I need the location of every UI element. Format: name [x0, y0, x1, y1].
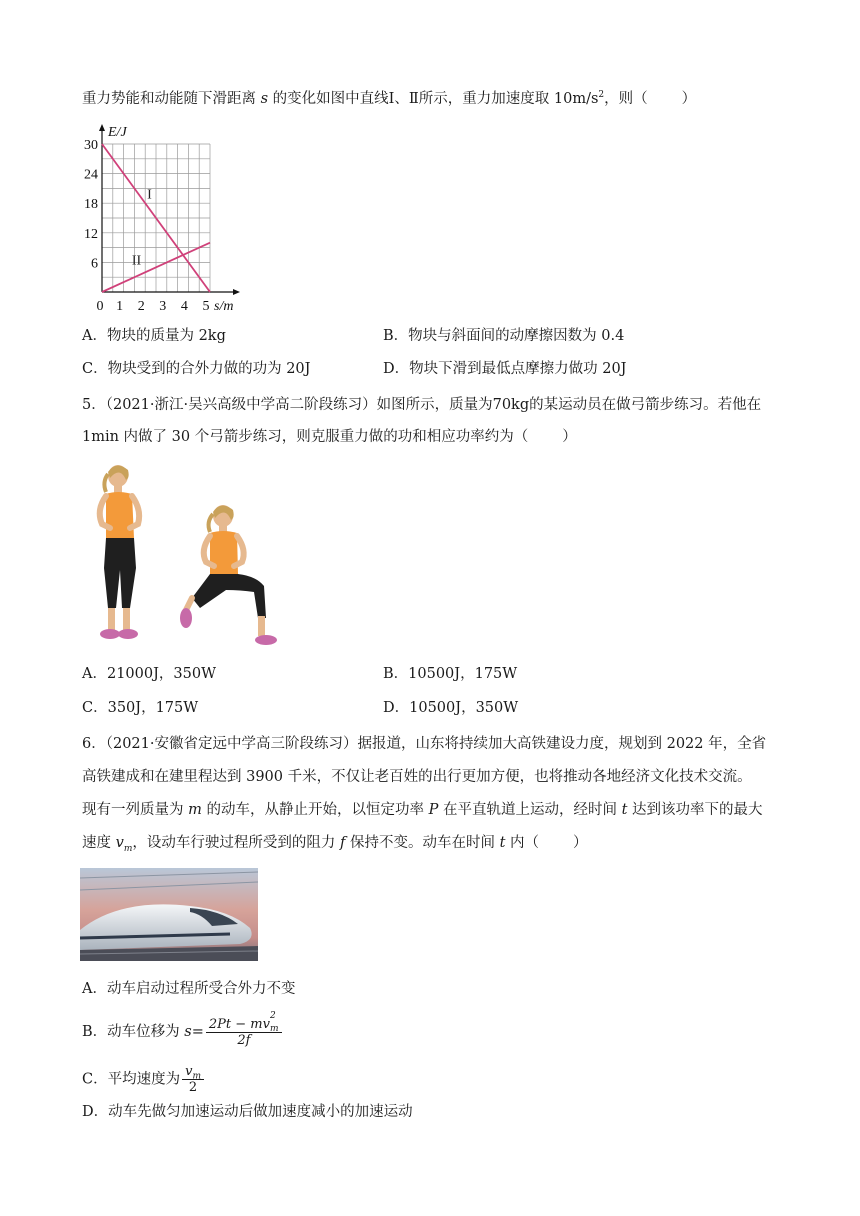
q4-option-b[interactable]: B．物块与斜面间的动摩擦因数为 0.4 [383, 328, 625, 344]
q5-stem-line2-text: 1min 内做了 30 个弓箭步练习，则克服重力做的功和相应功率约为（ [82, 429, 529, 445]
y-tick-label: 18 [84, 197, 98, 213]
y-tick-label: 12 [84, 226, 98, 242]
q6-line4-var-v: v [115, 835, 124, 851]
q5-stem-line2-end: ） [562, 429, 577, 445]
q6-stem-line4 [82, 833, 588, 853]
energy-distance-chart [78, 122, 258, 314]
bullet-train-image [80, 868, 258, 961]
q6-option-b-equals: = [191, 1024, 204, 1040]
q6-line3-var-p: P [428, 802, 439, 818]
q6-option-b-numerator-text: 2Pt − mv [208, 1017, 270, 1032]
q6-line4-var-t: t [499, 835, 506, 851]
q6-option-b-label: B．动车位移为 [82, 1024, 185, 1040]
q4-stem-text-a: 重力势能和动能随下滑距离 [82, 91, 261, 107]
x-tick-label: 5 [202, 299, 210, 314]
q6-line4-var-v-sub: m [123, 843, 133, 854]
q4-stem-text-b: 的变化如图中直线Ⅰ、Ⅱ所示，重力加速度取 10m/s [268, 91, 599, 107]
q6-option-b-numerator-sup: 2 [269, 1011, 276, 1021]
q6-line3-text-b: 的动车，从静止开始，以恒定功率 [201, 802, 429, 818]
q5-option-d[interactable]: D．10500J，350W [383, 700, 519, 716]
y-tick-label: 24 [84, 167, 98, 183]
x-tick-label: 2 [137, 299, 145, 314]
q6-option-b-var-s: s [184, 1024, 192, 1040]
q5-stem-line1: 5．（2021·浙江·吴兴高级中学高二阶段练习）如图所示，质量为70kg的某运动员在做弓箭步练习。若他在 [82, 397, 762, 413]
x-axis-label: s/m [214, 299, 234, 314]
lunging-athlete-figure [180, 505, 277, 645]
q6-option-c[interactable] [82, 1064, 206, 1095]
x-axis-arrow [233, 289, 240, 295]
q4-stem-end: ） [681, 91, 697, 107]
q6-option-b-denominator: 2f [237, 1033, 251, 1048]
q5-stem-line2 [82, 427, 577, 447]
q5-option-a[interactable]: A．21000J，350W [82, 666, 216, 682]
q6-line3-text-c: 在平直轨道上运动，经时间 [438, 802, 622, 818]
q6-option-d[interactable]: D．动车先做匀加速运动后做加速度减小的加速运动 [82, 1104, 413, 1120]
q6-option-a[interactable]: A．动车启动过程所受合外力不变 [82, 981, 296, 997]
q6-line4-text-a: 速度 [82, 835, 116, 851]
q6-option-b[interactable] [82, 1011, 284, 1048]
y-tick-label: 30 [84, 138, 98, 153]
x-tick-label: 1 [116, 299, 124, 314]
series-label-ii: II [131, 253, 142, 269]
q6-option-c-numerator-sub: m [192, 1071, 202, 1082]
q6-option-c-numerator [182, 1064, 204, 1080]
x-tick-label: 0 [96, 299, 104, 314]
series-label-i: I [147, 187, 152, 203]
q6-option-b-fraction [206, 1011, 282, 1048]
q6-stem-line1: 6．（2021·安徽省定远中学高三阶段练习）据报道，山东将持续加大高铁建设力度，规划到 2022 年，全省 [82, 736, 767, 752]
q6-line3-var-m: m [188, 802, 202, 818]
q6-line4-var-f: f [339, 835, 346, 851]
q4-option-a[interactable]: A．物块的质量为 2kg [82, 328, 226, 344]
q6-option-c-denominator: 2 [188, 1080, 198, 1095]
x-tick-label: 3 [159, 299, 167, 314]
q6-option-c-label: C．平均速度为 [82, 1071, 181, 1088]
q6-line3-text-d: 达到该功率下的最大 [627, 802, 763, 818]
q6-option-c-fraction [182, 1064, 204, 1095]
q5-option-c[interactable]: C．350J，175W [82, 700, 199, 716]
q5-option-b[interactable]: B．10500J，175W [383, 666, 518, 682]
q6-option-b-numerator-sub: m [269, 1024, 279, 1034]
q6-line4-text-c: 保持不变。动车在时间 [345, 835, 500, 851]
q4-stem-sup: 2 [598, 90, 605, 101]
standing-athlete-figure [100, 465, 139, 639]
q6-stem-line3 [82, 800, 763, 820]
q4-option-d[interactable]: D．物块下滑到最低点摩擦力做功 20J [383, 361, 627, 377]
q6-option-c-numerator-v: v [185, 1064, 193, 1079]
q6-option-b-numerator [206, 1011, 282, 1034]
q6-line3-var-t: t [621, 802, 628, 818]
q4-stem [82, 89, 696, 109]
q6-stem-line2: 高铁建成和在建里程达到 3900 千米，不仅让老百姓的出行更加方便，也将推动各地经济文化技术交流。 [82, 769, 752, 785]
y-axis-arrow [99, 124, 105, 131]
q4-option-c[interactable]: C．物块受到的合外力做的功为 20J [82, 361, 311, 377]
q6-line4-text-b: ，设动车行驶过程所受到的阻力 [132, 835, 340, 851]
lunge-athlete-image [80, 458, 280, 654]
q6-line4-text-d: 内（ [505, 835, 539, 851]
q6-line3-text-a: 现有一列质量为 [82, 802, 189, 818]
y-tick-label: 6 [91, 256, 98, 272]
q4-stem-text-c: ，则（ [604, 91, 648, 107]
x-tick-label: 4 [180, 299, 188, 314]
y-axis-label: E/J [108, 125, 127, 140]
q6-line4-end: ） [573, 835, 588, 851]
q4-stem-var-s: s [260, 91, 269, 107]
